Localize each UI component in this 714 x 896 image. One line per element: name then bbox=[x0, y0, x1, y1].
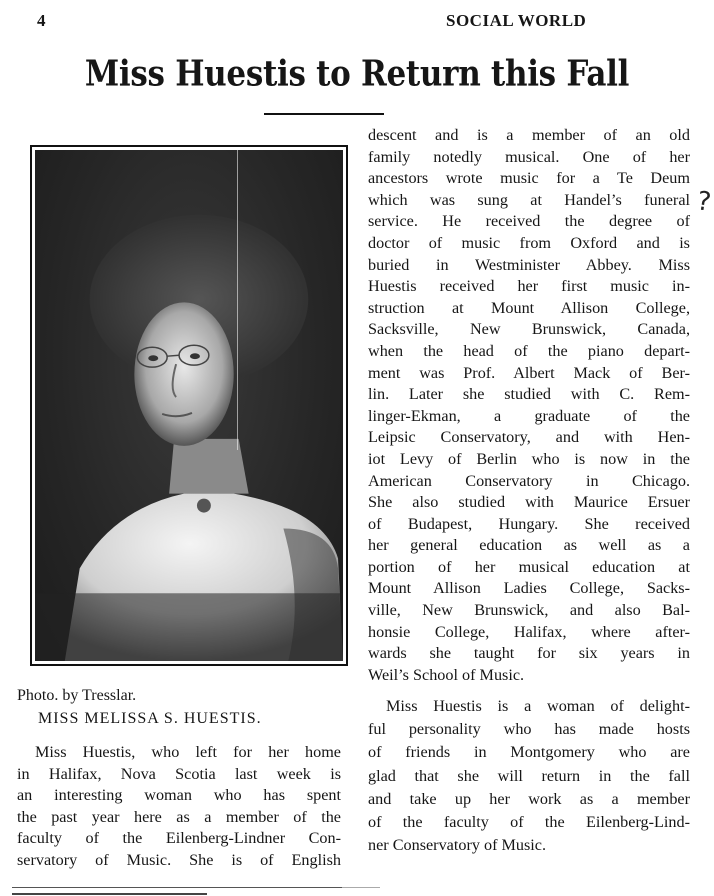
text-line: family notedly musical. One of her bbox=[368, 147, 690, 166]
portrait-photo-icon bbox=[35, 150, 343, 661]
text-line: in Halifax, Nova Scotia last week is bbox=[17, 764, 341, 783]
footer-rule bbox=[12, 893, 207, 895]
text-line: glad that she will return in the fall bbox=[368, 766, 690, 785]
headline-rule bbox=[264, 113, 384, 115]
right-column-text bbox=[368, 125, 690, 686]
left-column-text bbox=[17, 742, 341, 872]
text-line: doctor of music from Oxford and is bbox=[368, 233, 690, 252]
text-line: Sacksville, New Brunswick, Canada, bbox=[368, 320, 690, 339]
text-line: honsie College, Halifax, where after- bbox=[368, 622, 690, 641]
text-line: Leipsic Conservatory, and with Hen- bbox=[368, 428, 690, 447]
photo-credit: Photo. by Tresslar. bbox=[17, 687, 137, 704]
text-line: linger-Ekman, a graduate of the bbox=[368, 406, 690, 425]
text-line: of the faculty of the Eilenberg-Lind- bbox=[368, 812, 690, 831]
text-line: Weil’s School of Music. bbox=[368, 665, 525, 684]
text-line: when the head of the piano depart- bbox=[368, 341, 690, 360]
text-line: an interesting woman who has spent bbox=[17, 786, 341, 805]
photo-frame bbox=[30, 145, 348, 666]
text-line: ville, New Brunswick, and also Bal- bbox=[368, 601, 690, 620]
page-number: 4 bbox=[37, 11, 46, 30]
text-line: of friends in Montgomery who are bbox=[368, 743, 690, 762]
text-line: ancestors wrote music for a Te Deum bbox=[368, 169, 690, 188]
text-line: buried in Westminister Abbey. Miss bbox=[368, 255, 690, 274]
text-line: Miss Huestis is a woman of delight- bbox=[386, 697, 690, 715]
footer-rule bbox=[12, 887, 342, 888]
text-line: faculty of the Eilenberg-Lindner Con- bbox=[17, 829, 341, 848]
text-line: her general education as well as a bbox=[368, 536, 690, 555]
text-line: and take up her work as a member bbox=[368, 789, 690, 808]
crease-mark bbox=[237, 150, 238, 450]
margin-annotation-icon: ? bbox=[694, 186, 713, 218]
text-line: which was sung at Handel’s funeral bbox=[368, 190, 690, 209]
text-line: descent and is a member of an old bbox=[368, 126, 690, 144]
text-line: ment was Prof. Albert Mack of Ber- bbox=[368, 363, 690, 382]
text-line: Huestis received her first music in- bbox=[368, 277, 690, 296]
text-line: American Conservatory in Chicago. bbox=[368, 471, 690, 490]
photo-caption-name: MISS MELISSA S. HUESTIS. bbox=[38, 710, 262, 727]
text-line: Miss Huestis, who left for her home bbox=[35, 743, 341, 761]
text-line: portion of her musical education at bbox=[368, 557, 690, 576]
text-line: servatory of Music. She is of English bbox=[17, 850, 341, 869]
text-line: ful personality who has made hosts bbox=[368, 720, 690, 739]
footer-rule bbox=[342, 887, 380, 888]
text-line: wards she taught for six years in bbox=[368, 644, 690, 663]
text-line: of Budapest, Hungary. She received bbox=[368, 514, 690, 533]
text-line: She also studied with Maurice Ersuer bbox=[368, 493, 690, 512]
text-line: struction at Mount Allison College, bbox=[368, 298, 690, 317]
text-line: service. He received the degree of bbox=[368, 212, 690, 231]
running-head: SOCIAL WORLD bbox=[446, 11, 587, 30]
text-line: lin. Later she studied with C. Rem- bbox=[368, 385, 690, 404]
closing-paragraph bbox=[368, 695, 690, 857]
headline: Miss Huestis to Return this Fall bbox=[84, 53, 630, 95]
text-line: ner Conservatory of Music. bbox=[368, 836, 547, 855]
text-line: the past year here as a member of the bbox=[17, 807, 341, 826]
text-line: iot Levy of Berlin who is now in the bbox=[368, 449, 690, 468]
text-line: Mount Allison Ladies College, Sacks- bbox=[368, 579, 690, 598]
